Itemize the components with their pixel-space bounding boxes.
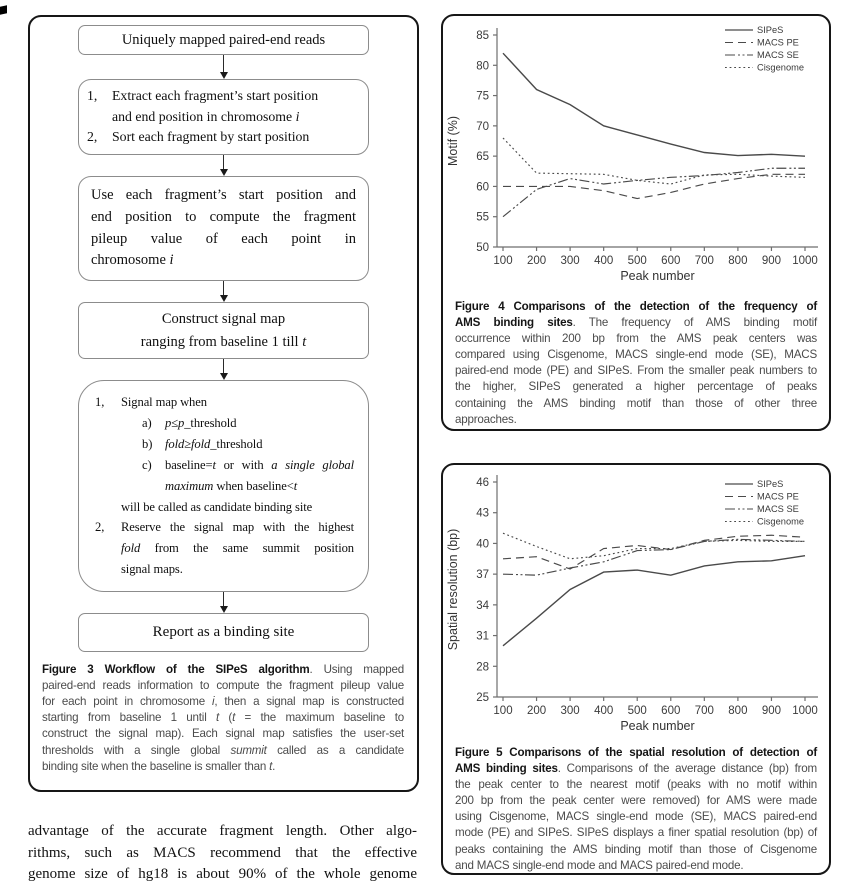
text-run: Uniquely mapped paired-end reads <box>121 31 326 48</box>
x-tick-label: 700 <box>694 705 714 717</box>
y-tick-label: 60 <box>476 181 489 194</box>
figure5-panel <box>441 463 831 875</box>
text-run: t <box>215 711 220 725</box>
text-run: Signal map when <box>121 395 207 410</box>
flow-node-pileup <box>78 176 369 281</box>
chart-legend <box>725 479 804 527</box>
x-tick-label: 200 <box>526 255 547 267</box>
text-run: t <box>269 759 273 773</box>
x-tick-label: 200 <box>526 705 547 717</box>
text-run: _threshold <box>184 415 237 430</box>
text-run: ≤ <box>171 415 179 430</box>
flow-arrow-down <box>220 359 228 380</box>
scan-artifact-mark <box>0 5 7 14</box>
text-run: paired-end reads information to compute the fragment pileup value <box>42 679 404 693</box>
text-run: Figure 5 Comparisons of the spatial resolution of detection of <box>455 746 817 759</box>
sub-list-label: b) <box>142 436 153 451</box>
legend-label: MACS SE <box>757 50 799 61</box>
sub-list-item <box>95 434 354 455</box>
text-line <box>91 250 356 272</box>
text-run: t <box>293 478 298 493</box>
y-tick-label: 34 <box>476 599 489 612</box>
text-run: mode (PE) and SIPeS. SIPeS displays a finer spatial resolution (bp) of <box>455 826 817 840</box>
text-line <box>455 825 817 841</box>
text-run: from the same summit position <box>140 541 354 556</box>
x-axis-title: Peak number <box>620 719 695 733</box>
x-tick-label: 100 <box>493 705 513 717</box>
series-line-cisgenome <box>503 533 805 559</box>
y-tick-label: 28 <box>476 661 489 674</box>
text-run: pileup value of each point in <box>91 230 356 247</box>
list-item <box>95 517 354 580</box>
text-run: genome size of hg18 is about 90% of the whole genome <box>28 866 417 882</box>
arrow-head-icon <box>220 169 228 176</box>
text-run: _threshold <box>210 436 263 451</box>
y-tick-label: 80 <box>476 60 489 73</box>
x-tick-label: 1000 <box>792 255 818 267</box>
text-run: . The frequency of AMS binding motif <box>572 316 817 330</box>
sub-list-item <box>95 413 354 434</box>
y-tick-label: 75 <box>476 90 489 103</box>
flow-arrow-down <box>220 592 228 613</box>
sub-list-text <box>165 413 354 434</box>
arrow-stem <box>223 359 225 373</box>
list-item-text <box>112 127 358 148</box>
text-run: ≥ <box>184 436 192 451</box>
y-tick-label: 37 <box>476 569 489 582</box>
flow-arrow-down <box>220 281 228 302</box>
figure4-motif-chart <box>443 18 829 286</box>
flow-arrow-down <box>220 55 228 79</box>
legend-label: Cisgenome <box>757 516 805 527</box>
figure4-panel <box>441 14 831 431</box>
body-paragraph <box>28 821 417 886</box>
arrow-stem <box>223 155 225 169</box>
list-item <box>95 392 354 413</box>
text-run: Figure 4 Comparisons of the detection of the frequency of <box>455 300 817 313</box>
arrow-head-icon <box>220 72 228 79</box>
text-line <box>42 694 404 710</box>
legend-label: MACS PE <box>757 37 799 48</box>
x-tick-label: 600 <box>661 255 681 267</box>
text-run: t <box>232 711 236 725</box>
text-run: p <box>165 415 172 430</box>
sub-list-text <box>165 434 354 455</box>
series-line-sipes <box>503 556 805 646</box>
text-line <box>91 207 356 229</box>
text-run: thresholds with a single global <box>42 743 231 757</box>
y-axis-title: Motif (%) <box>446 116 460 166</box>
text-run: paired-end mode (PE) and SIPeS. From the smaller peak numbers to <box>455 364 817 378</box>
list-number: 1, <box>87 88 98 103</box>
flow-node-signal-map-label <box>141 308 307 353</box>
arrow-head-icon <box>220 373 228 380</box>
figure5-resolution-chart <box>443 467 829 735</box>
x-tick-label: 300 <box>560 705 580 717</box>
x-tick-label: 800 <box>728 705 748 717</box>
text-run: starting from baseline 1 until <box>42 711 216 725</box>
text-run: . <box>272 759 276 773</box>
x-tick-label: 900 <box>761 255 782 267</box>
text-run: Report as a binding site <box>152 624 295 641</box>
text-run: construct the signal map). Each signal map satisfies the user-set <box>42 727 404 741</box>
x-tick-label: 500 <box>627 705 647 717</box>
list-item-tail <box>121 497 354 518</box>
text-run: Extract each fragment’s start position <box>112 88 319 103</box>
text-run: t <box>302 333 307 350</box>
text-run: signal maps. <box>121 562 183 577</box>
text-run: . Using mapped <box>309 663 404 677</box>
text-line <box>28 843 417 865</box>
text-run: the higher, SIPeS generated a higher percentage of peaks <box>455 380 817 394</box>
y-tick-label: 65 <box>476 151 489 164</box>
y-tick-label: 25 <box>476 692 489 704</box>
y-tick-label: 70 <box>476 120 489 133</box>
text-line <box>455 299 817 315</box>
sipes-flowchart <box>30 17 417 652</box>
text-line <box>28 821 417 843</box>
sub-list-label: c) <box>142 457 152 472</box>
series-line-cisgenome <box>503 138 805 184</box>
text-run: rithms, such as MACS recommend that the effective <box>28 844 417 861</box>
y-tick-label: 31 <box>476 630 489 643</box>
text-run: approaches. <box>455 412 517 426</box>
text-run: = the maximum baseline to <box>235 711 404 725</box>
text-run: the peak center to the nearest motif (peaks with no motif within <box>455 778 817 792</box>
text-run: Use each fragment’s start position and <box>91 187 356 204</box>
y-tick-label: 55 <box>476 211 489 224</box>
text-run: occurrence within 200 bp from the AMS peak centers was <box>455 332 817 346</box>
text-run: compared using Cisgenome, MACS single-end mode (SE), MACS <box>455 348 817 362</box>
list-number: 2, <box>95 520 105 535</box>
x-tick-label: 300 <box>560 255 580 267</box>
y-tick-label: 50 <box>476 242 489 254</box>
text-run: and MACS single-end mode and MACS paired-end mode. <box>455 858 744 872</box>
text-run: binding site when the baseline is smaller than <box>42 759 270 773</box>
y-axis-title: Spatial resolution (bp) <box>446 528 460 651</box>
list-number: 1, <box>95 395 105 410</box>
x-tick-label: 500 <box>627 255 647 267</box>
text-run: ( <box>219 711 233 725</box>
x-tick-label: 100 <box>493 255 513 267</box>
x-tick-label: 800 <box>728 255 748 267</box>
legend-label: SIPeS <box>757 479 784 490</box>
x-tick-label: 900 <box>761 705 782 717</box>
text-run: advantage of the accurate fragment length. Other algo- <box>28 823 417 839</box>
text-run: . Comparisons of the average distance (bp) from <box>557 762 817 776</box>
arrow-head-icon <box>220 606 228 613</box>
arrow-stem <box>223 592 225 606</box>
text-line <box>121 538 354 559</box>
list-number: 2, <box>87 129 98 145</box>
text-run: Reserve the signal map with the highest <box>121 520 354 535</box>
x-tick-label: 600 <box>661 705 681 717</box>
text-run: summit <box>230 743 267 757</box>
text-run: p <box>178 415 185 430</box>
figure3-panel <box>28 15 419 792</box>
text-run: will be called as candidate binding site <box>121 499 313 514</box>
text-run: when baseline< <box>213 478 294 493</box>
text-run: called as a candidate <box>266 743 404 757</box>
text-line <box>455 363 817 379</box>
text-run: end position to compute the fragment <box>91 208 356 225</box>
text-run: Construct signal map <box>161 311 286 328</box>
text-line <box>112 127 358 148</box>
sub-list-label: a) <box>142 415 152 430</box>
text-line <box>121 559 354 580</box>
text-run: 200 bp from the peak center were removed) for AMS were made <box>455 794 817 808</box>
series-line-macs-se <box>503 539 805 575</box>
flow-node-extract-sort <box>78 79 369 155</box>
text-line <box>455 777 817 793</box>
text-line <box>112 107 358 128</box>
text-line <box>455 761 817 777</box>
text-run: containing the AMS binding motif than those of other three <box>455 396 817 410</box>
text-run: AMS binding sites <box>455 316 573 330</box>
text-line <box>455 858 817 874</box>
y-tick-label: 46 <box>476 477 489 489</box>
legend-label: MACS SE <box>757 504 799 515</box>
list-item-text <box>112 86 358 127</box>
text-line <box>455 315 817 331</box>
legend-label: Cisgenome <box>757 62 805 73</box>
text-line <box>42 710 404 726</box>
y-tick-label: 40 <box>476 538 489 551</box>
figure5-caption <box>455 745 817 874</box>
text-line <box>455 347 817 363</box>
text-run: t <box>212 457 216 472</box>
text-run: ranging from baseline 1 till <box>140 333 303 350</box>
x-axis-title: Peak number <box>620 269 695 283</box>
text-run: maximum <box>165 478 214 493</box>
x-tick-label: 400 <box>594 705 614 717</box>
text-run: Figure 3 Workflow of the SIPeS algorithm <box>42 663 310 677</box>
text-line <box>165 476 354 497</box>
text-line <box>455 379 817 395</box>
text-line <box>112 86 358 107</box>
arrow-head-icon <box>220 295 228 302</box>
text-line <box>42 743 404 759</box>
text-line <box>121 517 354 538</box>
text-line <box>455 793 817 809</box>
flow-node-report <box>78 613 369 652</box>
text-run: peaks containing the AMS binding motif than those of Cisgenome <box>455 842 817 856</box>
flow-node-signal-map <box>78 302 369 359</box>
text-run: i <box>211 695 215 709</box>
sub-list-item <box>95 455 354 497</box>
legend-label: MACS PE <box>757 491 799 502</box>
list-item <box>87 127 358 148</box>
flow-node-input <box>78 25 369 55</box>
text-line <box>28 864 417 886</box>
flow-node-input-label <box>122 32 325 49</box>
text-run: and end position in chromosome <box>112 108 296 124</box>
text-line <box>42 726 404 742</box>
x-tick-label: 1000 <box>792 705 818 717</box>
text-line <box>42 678 404 694</box>
text-line <box>42 662 404 678</box>
text-run: for each point in chromosome <box>42 695 212 709</box>
list-item-text <box>121 392 354 413</box>
x-tick-label: 700 <box>694 255 714 267</box>
text-run: a single global <box>271 457 354 472</box>
text-line <box>141 308 307 330</box>
text-run: i <box>295 108 300 124</box>
arrow-stem <box>223 281 225 295</box>
text-line <box>455 331 817 347</box>
arrow-stem <box>223 55 225 72</box>
flow-arrow-down <box>220 155 228 176</box>
list-item-text <box>121 517 354 580</box>
text-line <box>141 331 307 353</box>
text-line <box>42 759 404 775</box>
text-run: using Cisgenome, MACS single-end mode (SE), MACS paired-end <box>455 810 817 824</box>
text-line <box>455 842 817 858</box>
text-run: chromosome <box>91 252 170 269</box>
series-line-macs-pe <box>503 174 805 198</box>
y-tick-label: 43 <box>476 507 489 520</box>
text-run: or with <box>215 457 272 472</box>
flow-node-report-label <box>153 624 295 641</box>
figure4-caption <box>455 299 817 428</box>
text-line <box>455 412 817 428</box>
flow-node-candidate-rules <box>78 380 369 592</box>
text-run: fold <box>191 436 211 451</box>
text-run: fold <box>165 436 185 451</box>
figure3-caption <box>42 662 404 775</box>
legend-label: SIPeS <box>757 25 784 36</box>
text-run: fold <box>121 541 141 556</box>
text-line <box>455 745 817 761</box>
list-item <box>87 86 358 127</box>
chart-legend <box>725 25 804 72</box>
text-run: , then a signal map is constructed <box>214 695 404 709</box>
text-line <box>455 809 817 825</box>
text-line <box>455 396 817 412</box>
text-line <box>91 229 356 251</box>
text-run: Sort each fragment by start position <box>112 129 310 145</box>
text-run: i <box>169 252 174 269</box>
y-tick-label: 85 <box>476 30 489 42</box>
text-run: AMS binding sites <box>455 762 558 776</box>
sub-list-text <box>165 455 354 497</box>
x-tick-label: 400 <box>594 255 614 267</box>
text-line <box>91 185 356 207</box>
text-line <box>165 455 354 476</box>
text-run: baseline= <box>165 457 213 472</box>
